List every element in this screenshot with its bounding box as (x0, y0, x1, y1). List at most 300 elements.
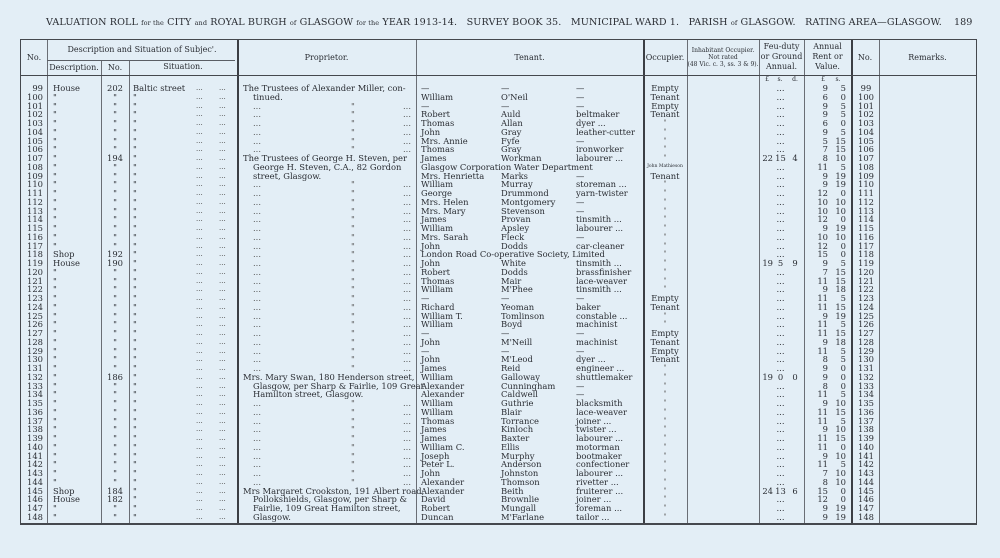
rent-pounds: 6 (822, 91, 828, 102)
proprietor-ditto: ... (253, 118, 261, 128)
dot-leader: ... (196, 92, 203, 101)
house-number: " (113, 354, 117, 365)
tenant-surname: Marks (501, 170, 528, 181)
tenant-surname: Workman (501, 153, 542, 163)
occupier: " (663, 311, 667, 320)
row-number-right: 145 (858, 485, 874, 496)
rent-pounds: 11 (817, 293, 828, 303)
header-line: (48 Vic. c. 3, ss. 3 & 9). (687, 61, 759, 68)
house-number: " (113, 301, 117, 312)
dot-leader: ... (196, 329, 203, 337)
proprietor-ditto: ... (403, 441, 411, 452)
row-number-right: 135 (858, 398, 874, 408)
table-row (21, 215, 976, 224)
rent-pounds: 15 (817, 249, 828, 260)
situation: " (133, 153, 137, 163)
feu-shillings: ... (776, 459, 785, 470)
tenant-surname: Drummond (501, 188, 549, 198)
house-number: " (113, 503, 117, 513)
tenant-first-name: Alexander (421, 485, 465, 496)
row-number: 147 (27, 503, 43, 513)
description: " (53, 336, 57, 347)
tenant-first-name: Mrs. Mary (421, 205, 466, 216)
dot-leader: ... (219, 162, 226, 171)
tenant-first-name: Mrs. Henrietta (421, 170, 485, 181)
dot-leader: ... (219, 259, 226, 267)
proprietor-ditto: " (351, 459, 355, 470)
house-number: " (113, 284, 117, 295)
tenant-surname: Gray (501, 144, 522, 155)
tenant-first-name: Duncan (421, 511, 454, 522)
dot-leader: ... (219, 399, 226, 407)
proprietor-ditto: ... (253, 319, 261, 330)
proprietor-ditto: " (351, 354, 355, 365)
feu-shillings: ... (776, 126, 785, 137)
table-row (21, 233, 976, 242)
row-number: 127 (27, 328, 43, 338)
dot-leader: ... (196, 136, 203, 145)
rent-shillings: 10 (835, 450, 846, 461)
occupier: " (663, 477, 667, 486)
feu-shillings: ... (776, 468, 785, 478)
row-number: 117 (27, 240, 43, 251)
proprietor-ditto: ... (403, 118, 411, 128)
row-number-right: 104 (858, 126, 874, 137)
rent-shillings: 5 (840, 293, 846, 303)
proprietor-line: tinued. (253, 91, 283, 102)
tenant-surname: Beith (501, 485, 524, 496)
occupier: " (663, 250, 667, 259)
table-row (21, 163, 976, 172)
tenant-surname: M'Neill (501, 336, 533, 347)
proprietor-ditto: ... (253, 100, 261, 111)
rent-shillings: 0 (840, 188, 846, 198)
header-situation: Situation. (163, 62, 203, 71)
situation: " (133, 406, 137, 417)
dot-leader: ... (196, 154, 203, 162)
feu-shillings: 5 (777, 258, 784, 268)
table-row (21, 320, 976, 329)
dot-leader: ... (196, 302, 203, 311)
rent-shillings: 18 (835, 284, 846, 295)
description: " (53, 144, 57, 155)
row-number-right: 131 (858, 363, 874, 373)
row-number: 140 (27, 441, 43, 452)
tenant-trade: — (576, 100, 585, 111)
table-row (21, 268, 976, 277)
description: " (53, 284, 57, 295)
table-row (21, 145, 976, 154)
dot-leader: ... (219, 390, 226, 399)
situation: " (133, 240, 137, 251)
row-number: 132 (27, 371, 43, 382)
occupier: " (663, 189, 667, 197)
tenant-first-name: — (421, 100, 430, 111)
dot-leader: ... (219, 425, 226, 434)
row-number-right: 117 (858, 240, 874, 251)
dot-leader: ... (219, 171, 226, 180)
row-number-right: 118 (858, 249, 874, 260)
title-part: of (289, 19, 297, 27)
house-number: " (113, 144, 117, 155)
row-number-right: 105 (858, 135, 874, 146)
rent-shillings: 5 (840, 109, 846, 120)
row-number-right: 115 (858, 223, 874, 233)
tenant-first-name: John (421, 354, 441, 365)
proprietor-ditto: ... (253, 284, 261, 295)
proprietor-line: Glasgow. (253, 511, 291, 522)
tenant-trade: — (576, 231, 585, 242)
feu-shillings: ... (776, 275, 785, 286)
situation: " (133, 441, 137, 452)
tenant-first-name: James (421, 433, 447, 443)
feu-pence: 4 (792, 153, 798, 163)
tenant-first-name: William (421, 406, 454, 417)
header-annual-rent (804, 42, 851, 72)
tenant-first-name: Peter L. (421, 459, 455, 470)
tenant-trade: storeman ... (576, 179, 627, 190)
house-number: " (113, 231, 117, 242)
row-number: 134 (27, 389, 43, 400)
title-part: MUNICIPAL WARD 1. (570, 17, 680, 28)
dot-leader: ... (219, 442, 226, 451)
dot-leader: ... (219, 416, 226, 425)
house-number: " (113, 240, 117, 251)
table-row (21, 495, 976, 504)
tenant-trade: foreman ... (576, 503, 623, 513)
feu-shillings: ... (776, 511, 785, 522)
dot-leader: ... (196, 171, 203, 180)
row-number: 138 (27, 424, 43, 435)
description: " (53, 240, 57, 251)
proprietor-ditto: ... (403, 336, 411, 347)
occupier: " (663, 512, 667, 521)
row-number-right: 129 (858, 345, 874, 356)
unit-label: £ (821, 76, 825, 83)
tenant-surname: Baxter (501, 433, 530, 443)
rent-shillings: 5 (840, 459, 846, 470)
proprietor-ditto: ... (253, 468, 261, 478)
row-number: 109 (27, 170, 43, 181)
dot-leader: ... (219, 486, 226, 495)
rent-shillings: 5 (840, 100, 846, 111)
proprietor-ditto: ... (403, 424, 411, 435)
rent-pounds: 9 (822, 424, 828, 435)
situation: " (133, 100, 137, 111)
header-line: Value. (815, 62, 840, 71)
dot-leader: ... (219, 189, 226, 197)
proprietor-ditto: " (351, 275, 355, 286)
table-row (21, 399, 976, 408)
rent-shillings: 15 (835, 135, 846, 146)
situation: " (133, 223, 137, 233)
occupier: " (663, 320, 667, 329)
description: " (53, 135, 57, 146)
rent-shillings: 15 (835, 328, 846, 338)
table-row (21, 390, 976, 399)
occupier: " (663, 145, 667, 154)
dot-leader: ... (196, 504, 203, 512)
proprietor-ditto: " (351, 398, 355, 408)
proprietor-ditto: ... (253, 328, 261, 338)
header-no-right: No. (857, 53, 873, 62)
house-number: " (113, 100, 117, 111)
description: " (53, 415, 57, 426)
table-row (21, 207, 976, 216)
proprietor-ditto: ... (253, 214, 261, 225)
proprietor-ditto: " (351, 310, 355, 321)
unit-label: s. (777, 76, 783, 83)
tenant-trade: — (576, 170, 585, 181)
table-row (21, 452, 976, 461)
row-number: 118 (27, 249, 43, 260)
house-number: " (113, 424, 117, 435)
proprietor-ditto: " (351, 258, 355, 268)
feu-shillings: ... (776, 100, 785, 111)
tenant-first-name: — (421, 328, 430, 338)
row-number-right: 107 (858, 153, 874, 163)
proprietor-ditto: ... (253, 450, 261, 461)
title-part: RATING AREA—GLASGOW. (805, 17, 942, 28)
occupier: " (663, 407, 667, 416)
tenant-surname: Murray (501, 179, 533, 190)
row-number-right: 138 (858, 424, 874, 435)
row-number-right: 108 (858, 161, 874, 172)
rent-pounds: 7 (822, 266, 828, 277)
house-number: " (113, 459, 117, 470)
dot-leader: ... (196, 285, 203, 294)
dot-leader: ... (219, 381, 226, 390)
rent-pounds: 11 (817, 328, 828, 338)
feu-shillings: ... (776, 336, 785, 347)
proprietor-ditto: ... (253, 310, 261, 321)
occupier: Empty (651, 83, 679, 93)
row-number: 141 (27, 450, 43, 461)
situation: " (133, 389, 137, 400)
rent-pounds: 8 (822, 380, 828, 391)
rent-shillings: 10 (835, 424, 846, 435)
proprietor-ditto: " (351, 293, 355, 303)
table-row (21, 303, 976, 312)
dot-leader: ... (196, 460, 203, 469)
row-number-right: 148 (858, 511, 874, 522)
row-number: 115 (27, 223, 43, 233)
tenant-first-name: William T. (421, 310, 463, 321)
feu-shillings: 13 (775, 485, 786, 496)
table-row (21, 128, 976, 137)
dot-leader: ... (196, 197, 203, 206)
proprietor-ditto: ... (403, 249, 411, 260)
table-row (21, 347, 976, 356)
row-number: 103 (27, 118, 43, 128)
tenant-trade: tinsmith ... (576, 214, 622, 225)
table-row (21, 478, 976, 487)
tenant-first-name: Richard (421, 301, 455, 312)
dot-leader: ... (219, 285, 226, 294)
row-divider (47, 60, 235, 61)
feu-shillings: ... (776, 293, 785, 303)
house-number: " (113, 398, 117, 408)
tenant-first-name: William (421, 91, 454, 102)
row-number-right: 100 (858, 91, 874, 102)
situation: " (133, 188, 137, 198)
rent-shillings: 19 (835, 223, 846, 233)
house-number: " (113, 468, 117, 478)
title-part: YEAR 1913-14. (382, 17, 458, 28)
proprietor-ditto: " (351, 205, 355, 216)
rent-pounds: 11 (817, 301, 828, 312)
title-part: ROYAL BURGH (210, 17, 287, 28)
dot-leader: ... (219, 434, 226, 442)
house-number: " (113, 170, 117, 181)
rent-pounds: 5 (822, 135, 828, 146)
description: " (53, 91, 57, 102)
rent-pounds: 11 (817, 433, 828, 443)
row-number-right: 110 (858, 179, 874, 190)
occupier: " (663, 399, 667, 407)
title-part: and (194, 19, 208, 27)
situation: " (133, 310, 137, 321)
feu-shillings: ... (776, 424, 785, 435)
proprietor-line: Fairlie, 109 Great Hamilton street, (253, 503, 401, 513)
description: " (53, 503, 57, 513)
proprietor-ditto: ... (253, 144, 261, 155)
tenant-surname: Kinloch (501, 424, 534, 435)
tenant-trade: joiner ... (576, 415, 612, 426)
occupier: Empty (651, 100, 679, 111)
description: " (53, 275, 57, 286)
dot-leader: ... (196, 232, 203, 241)
proprietor-ditto: ... (403, 459, 411, 470)
feu-shillings: ... (776, 196, 785, 207)
tenant-trade: — (576, 328, 585, 338)
unit-label: d. (792, 76, 798, 83)
row-number-right: 133 (858, 380, 874, 391)
title-part: GLASGOW. (740, 17, 796, 28)
feu-shillings: ... (776, 433, 785, 443)
proprietor-ditto: ... (403, 135, 411, 146)
proprietor-ditto: " (351, 135, 355, 146)
table-row (21, 119, 976, 128)
dot-leader: ... (219, 495, 226, 504)
dot-leader: ... (219, 311, 226, 320)
row-number: 128 (27, 336, 43, 347)
proprietor-ditto: ... (253, 363, 261, 373)
feu-shillings: 0 (777, 371, 784, 382)
feu-pounds: 24 (762, 485, 773, 496)
row-number: 119 (27, 258, 43, 268)
proprietor-ditto: ... (403, 240, 411, 251)
house-number: " (113, 188, 117, 198)
row-number-right: 130 (858, 354, 874, 365)
row-number: 148 (27, 511, 43, 522)
proprietor-ditto: ... (253, 188, 261, 198)
rent-shillings: 10 (835, 468, 846, 478)
header-line: Not rated (708, 54, 738, 61)
row-number: 133 (27, 380, 43, 391)
tenant-first-name: Thomas (421, 275, 455, 286)
row-number-right: 132 (858, 371, 874, 382)
table-row (21, 189, 976, 198)
table-row (21, 338, 976, 347)
occupier: " (663, 469, 667, 477)
house-number: " (113, 214, 117, 225)
dot-leader: ... (196, 215, 203, 224)
feu-shillings: ... (776, 398, 785, 408)
description: House (53, 83, 80, 93)
situation: " (133, 293, 137, 303)
rent-shillings: 5 (840, 258, 846, 268)
row-number: 123 (27, 293, 43, 303)
house-number: " (113, 450, 117, 461)
rent-pounds: 11 (817, 459, 828, 470)
house-number: " (113, 118, 117, 128)
proprietor-ditto: ... (253, 109, 261, 120)
occupier: " (663, 259, 667, 267)
rent-shillings: 0 (840, 485, 846, 496)
tenant-first-name: Alexander (421, 380, 465, 391)
house-number: " (113, 161, 117, 172)
proprietor-ditto: " (351, 109, 355, 120)
proprietor-ditto: ... (403, 275, 411, 286)
dot-leader: ... (219, 224, 226, 232)
rent-shillings: 18 (835, 336, 846, 347)
row-number-right: 119 (858, 258, 874, 268)
dot-leader: ... (219, 241, 226, 250)
dot-leader: ... (196, 127, 203, 136)
row-number-right: 140 (858, 441, 874, 452)
situation: " (133, 345, 137, 356)
rent-pounds: 7 (822, 144, 828, 155)
rent-shillings: 0 (840, 371, 846, 382)
house-number: " (113, 336, 117, 347)
proprietor-ditto: ... (403, 231, 411, 242)
rent-pounds: 11 (817, 275, 828, 286)
tenant-trade: engineer ... (576, 363, 625, 373)
occupier: " (663, 215, 667, 224)
situation: " (133, 415, 137, 426)
tenant-first-name: David (421, 494, 446, 505)
proprietor-ditto: ... (403, 345, 411, 356)
dot-leader: ... (219, 460, 226, 469)
situation: " (133, 336, 137, 347)
rent-shillings: 19 (835, 511, 846, 522)
tenant-trade: beltmaker (576, 109, 620, 120)
dot-leader: ... (196, 180, 203, 189)
row-number-right: 109 (858, 170, 874, 181)
situation: " (133, 249, 137, 260)
situation: " (133, 144, 137, 155)
title-part: GLASGOW (299, 17, 354, 28)
dot-leader: ... (219, 372, 226, 381)
tenant-surname: — (501, 345, 510, 356)
situation: " (133, 284, 137, 295)
tenant-surname: — (501, 83, 510, 93)
row-number-right: 111 (858, 188, 874, 198)
table-row (21, 294, 976, 303)
tenant-first-name: Mrs. Sarah (421, 231, 469, 242)
house-number: " (113, 205, 117, 216)
proprietor-ditto: ... (403, 354, 411, 365)
house-number: " (113, 389, 117, 400)
row-number: 144 (27, 476, 43, 487)
proprietor-ditto: ... (403, 415, 411, 426)
rent-shillings: 0 (840, 214, 846, 225)
rent-shillings: 5 (840, 126, 846, 137)
dot-leader: ... (219, 504, 226, 512)
tenant-surname: Fleck (501, 231, 525, 242)
house-number: " (113, 380, 117, 391)
